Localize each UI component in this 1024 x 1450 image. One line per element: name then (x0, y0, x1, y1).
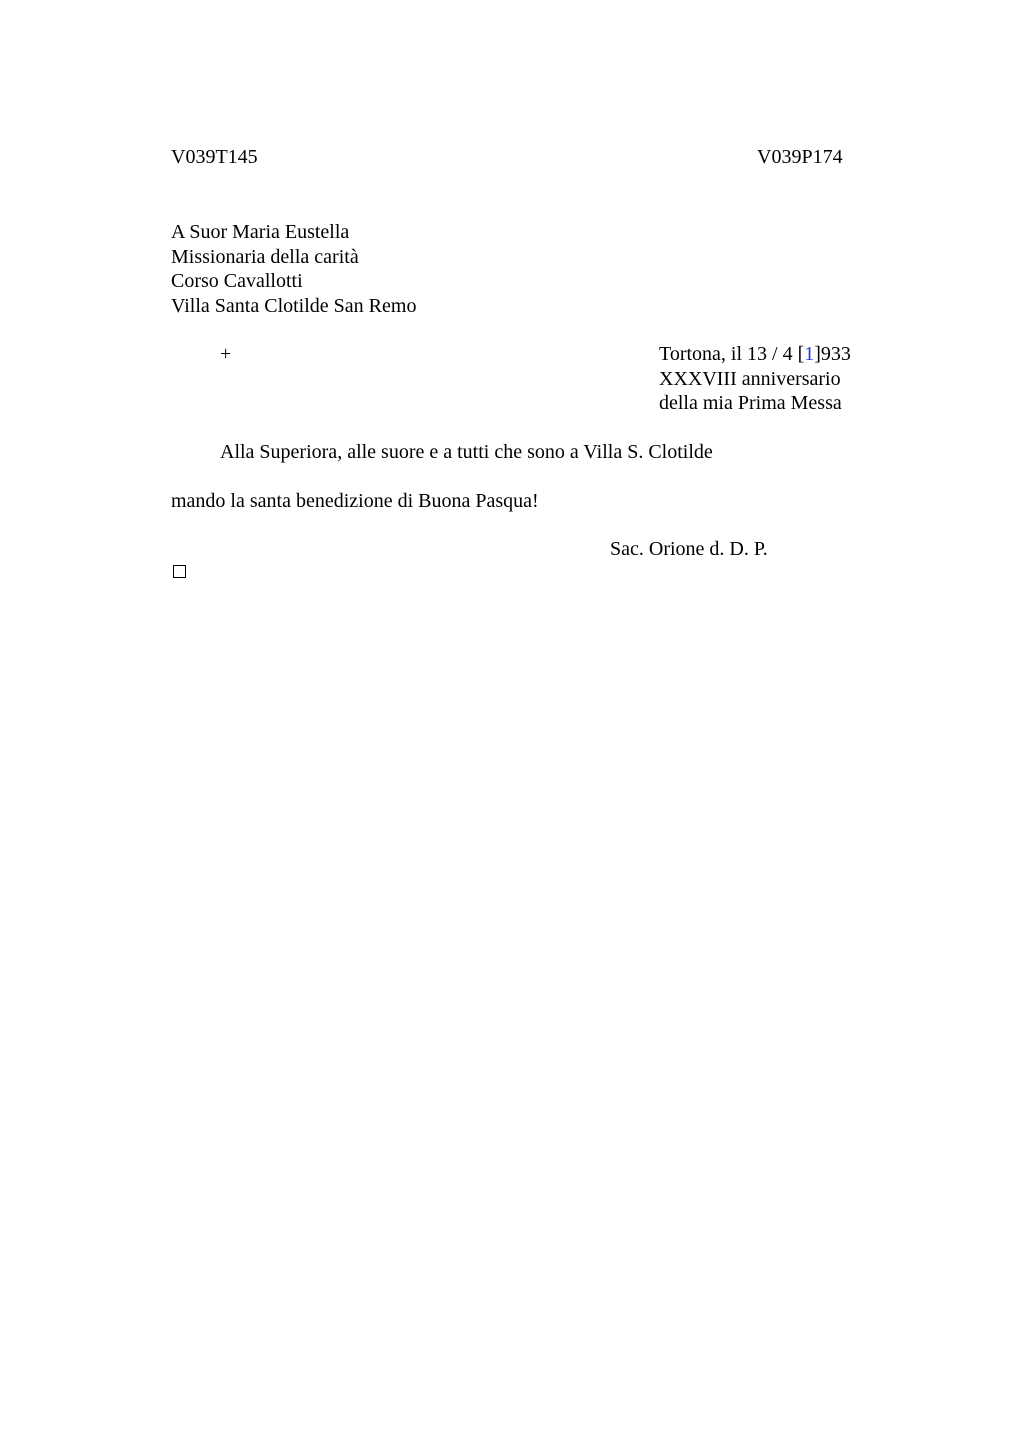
signature: Sac. Orione d. D. P. (610, 538, 768, 560)
dateline-place-date (659, 342, 851, 367)
date-prefix: Tortona, il 13 / 4 [ (659, 343, 805, 365)
recipient-address (171, 220, 416, 318)
address-line: Villa Santa Clotilde San Remo (171, 294, 417, 317)
body-paragraph-2: mando la santa benedizione di Buona Pasqua! (171, 490, 539, 512)
address-line: Corso Cavallotti (171, 270, 303, 292)
address-line: Missionaria della carità (171, 245, 359, 268)
date-suffix: ]933 (814, 343, 851, 365)
address-line: A Suor Maria Eustella (171, 221, 350, 243)
dateline-anniversary: XXXVIII anniversario (659, 367, 841, 390)
document-code-right: V039P174 (757, 146, 843, 168)
checkbox-square-icon (173, 565, 186, 578)
dateline (659, 342, 851, 416)
body-paragraph-1: Alla Superiora, alle suore e a tutti che sono a Villa S. Clotilde (220, 441, 713, 463)
editorial-digit: 1 (804, 343, 815, 365)
dateline-first-mass: della mia Prima Messa (659, 392, 842, 414)
document-code-left: V039T145 (171, 146, 258, 168)
cross-mark: + (220, 343, 232, 365)
